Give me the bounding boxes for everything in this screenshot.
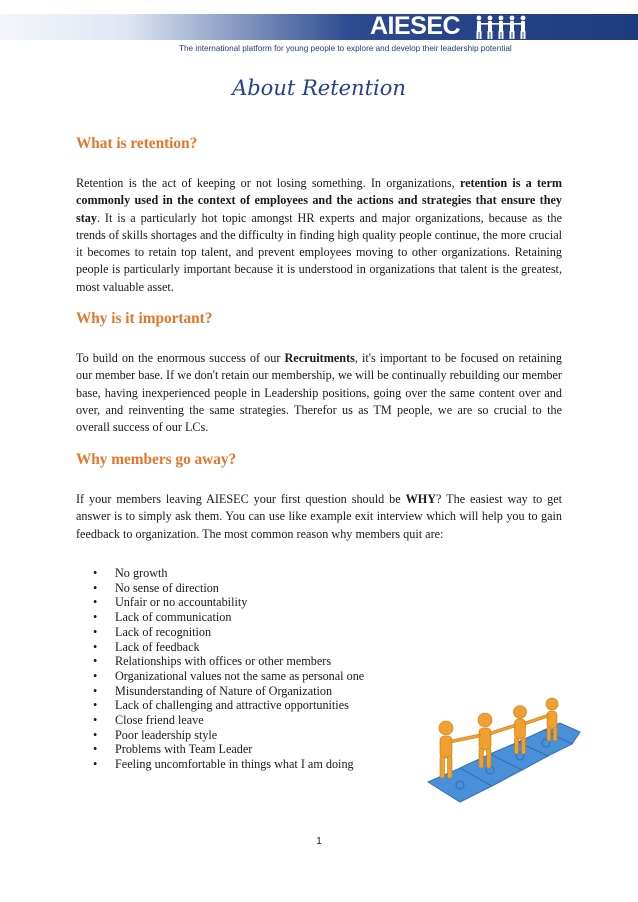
section-paragraph-retention — [76, 175, 562, 296]
people-figures-icon — [474, 14, 536, 40]
teamwork-puzzle-illustration — [424, 690, 584, 815]
bold-text-run: Recruitments — [284, 351, 355, 365]
header-banner — [0, 14, 638, 40]
section-paragraph-members-leave — [76, 491, 562, 543]
reason-item: • Organizational values not the same as personal one — [76, 669, 364, 684]
reason-item: • Misunderstanding of Nature of Organization — [76, 684, 364, 699]
section-heading-members-leave: Why members go away? — [76, 451, 237, 468]
reason-item: • Problems with Team Leader — [76, 742, 364, 757]
page-title: About Retention — [232, 76, 406, 100]
text-run: , it's important to be focused on retaining our member base. If we don't retain our membership, we will be continually rebuilding our member base, having inexperienced people in Leadership positions, going over the same content over and over, and reinventing the same strategies. Therefor us as TM people, we are so crucial to the overall success of our LCs. — [76, 351, 562, 435]
tagline: The international platform for young people to explore and develop their leadership potential — [179, 44, 512, 53]
text-run: ? The easiest way to get answer is to simply ask them. You can use like example exit interview which will help you to gain feedback to organization. The most common reason why members quit are: — [76, 492, 562, 541]
reason-item: • No sense of direction — [76, 581, 364, 596]
text-run: Retention is the act of keeping or not losing something. In organizations, — [76, 176, 460, 190]
section-paragraph-importance — [76, 350, 562, 436]
reason-item: • Poor leadership style — [76, 728, 364, 743]
bold-text-run: WHY — [405, 492, 437, 506]
text-run: To build on the enormous success of our — [76, 351, 285, 365]
banner-bar — [0, 14, 638, 40]
text-run: . It is a particularly hot topic amongst HR experts and major organizations, because as the trends of skills shortages and the difficulty in finding high quality people continue, the more crucial it becomes to retain top talent, and prevent employees moving to other organizations. Retaining people is particularly important because it is understood in organizations that talent is the greatest, most valuable asset. — [76, 210, 562, 294]
reason-item: • Unfair or no accountability — [76, 595, 364, 610]
reason-item: • No growth — [76, 566, 364, 581]
bold-text-run: retention is a term commonly used in the context of employees and the actions and strategies that ensure they stay — [76, 176, 563, 225]
reason-item: • Lack of recognition — [76, 625, 364, 640]
reason-item: • Lack of feedback — [76, 640, 364, 655]
section-heading-retention: What is retention? — [76, 135, 198, 152]
reason-item: • Feeling uncomfortable in things what I am doing — [76, 757, 364, 772]
section-heading-importance: Why is it important? — [76, 310, 213, 327]
reason-item: • Lack of communication — [76, 610, 364, 625]
page-number: 1 — [316, 836, 322, 847]
reasons-list — [76, 566, 364, 772]
reason-item: • Close friend leave — [76, 713, 364, 728]
text-run: If your members leaving AIESEC your first question should be — [76, 492, 406, 506]
reason-item: • Relationships with offices or other members — [76, 654, 364, 669]
reason-item: • Lack of challenging and attractive opportunities — [76, 698, 364, 713]
aiesec-logo: AIESEC — [370, 12, 461, 40]
